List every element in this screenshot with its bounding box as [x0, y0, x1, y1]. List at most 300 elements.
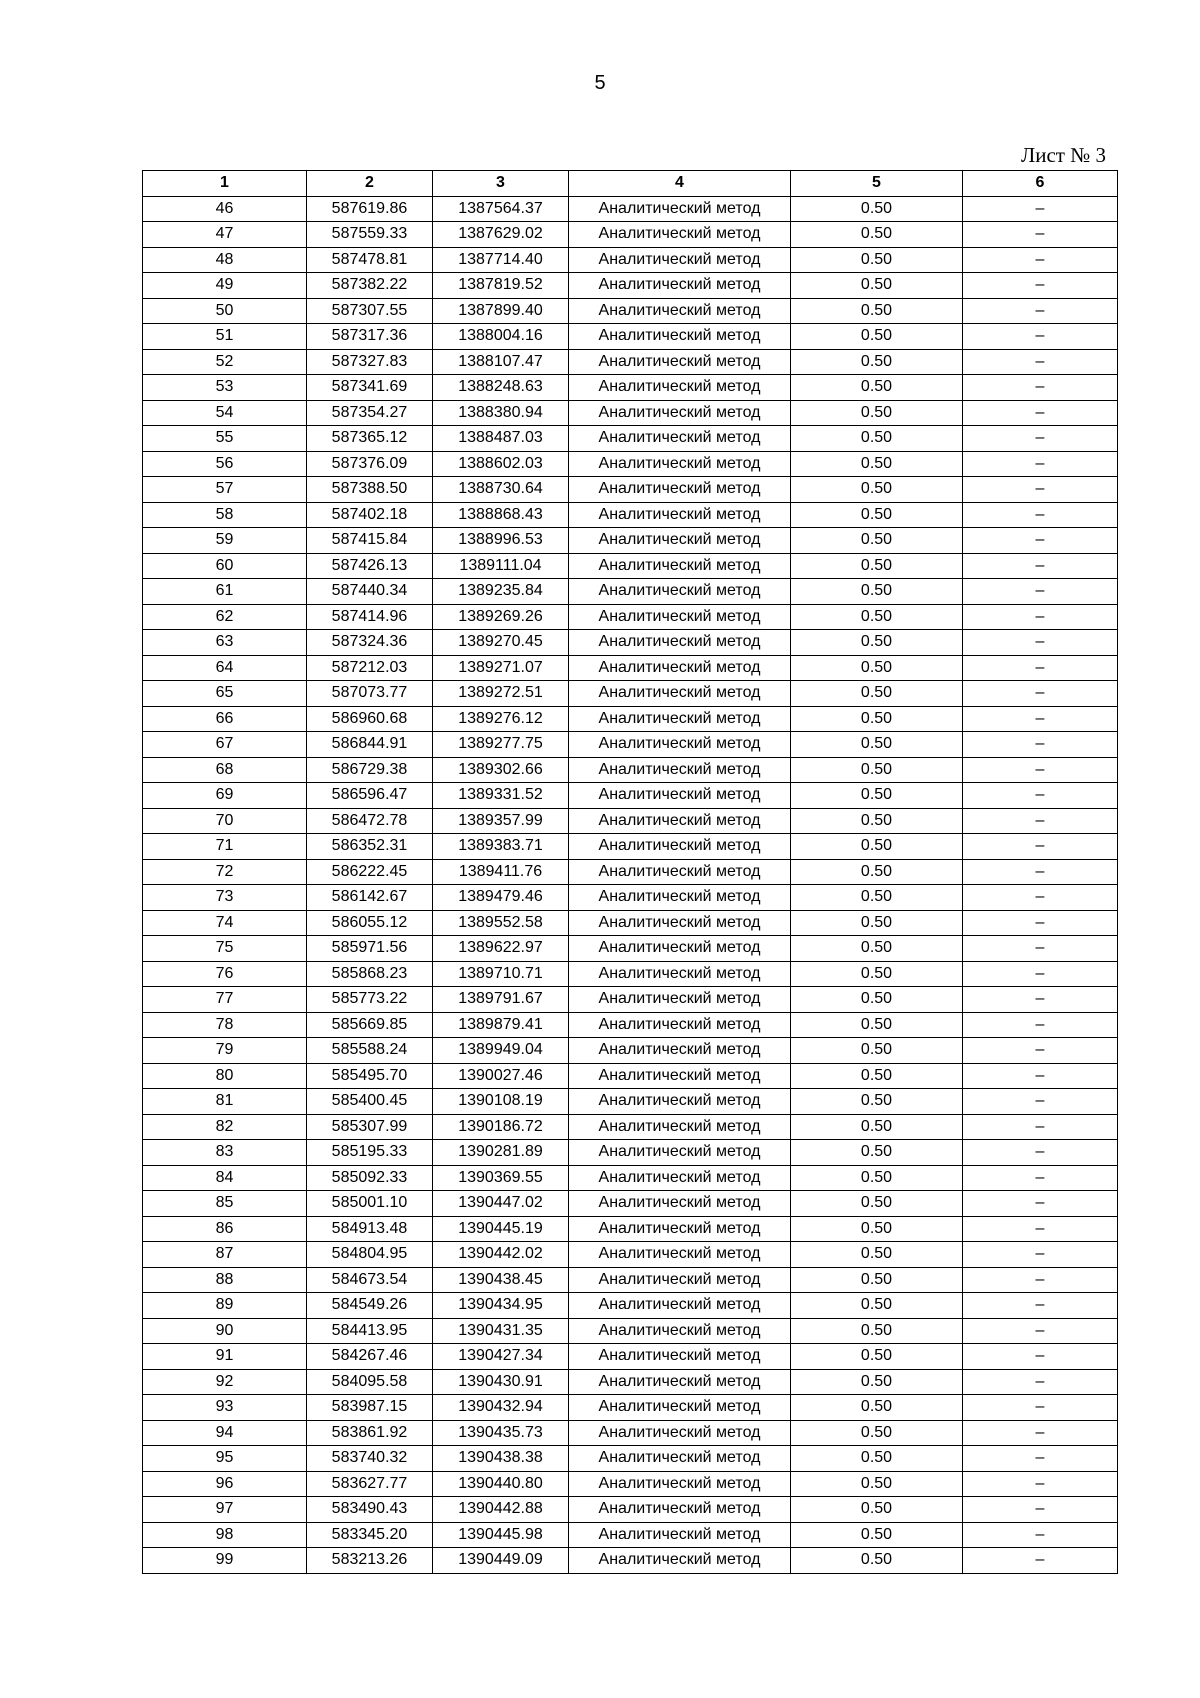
table-cell: 96: [143, 1471, 307, 1497]
table-cell: –: [963, 1140, 1118, 1166]
table-cell: 48: [143, 247, 307, 273]
table-cell: Аналитический метод: [569, 1293, 791, 1319]
table-cell: 583861.92: [307, 1420, 433, 1446]
table-cell: 0.50: [791, 222, 963, 248]
table-cell: 585495.70: [307, 1063, 433, 1089]
table-cell: Аналитический метод: [569, 579, 791, 605]
table-cell: 0.50: [791, 1089, 963, 1115]
table-cell: Аналитический метод: [569, 757, 791, 783]
table-cell: 0.50: [791, 1293, 963, 1319]
table-row: [143, 604, 1118, 630]
table-cell: 587415.84: [307, 528, 433, 554]
table-cell: Аналитический метод: [569, 1216, 791, 1242]
table-cell: 63: [143, 630, 307, 656]
table-row: [143, 1242, 1118, 1268]
table-cell: 585669.85: [307, 1012, 433, 1038]
table-cell: –: [963, 936, 1118, 962]
table-cell: –: [963, 247, 1118, 273]
table-cell: Аналитический метод: [569, 1344, 791, 1370]
table-cell: 586142.67: [307, 885, 433, 911]
table-cell: 0.50: [791, 910, 963, 936]
table-cell: –: [963, 1318, 1118, 1344]
table-cell: –: [963, 273, 1118, 299]
table-cell: 0.50: [791, 834, 963, 860]
table-row: [143, 1420, 1118, 1446]
table-cell: 58: [143, 502, 307, 528]
table-cell: –: [963, 1420, 1118, 1446]
table-cell: 49: [143, 273, 307, 299]
table-cell: 587317.36: [307, 324, 433, 350]
table-body: [143, 196, 1118, 1573]
table-cell: 1389276.12: [433, 706, 569, 732]
table-cell: –: [963, 1012, 1118, 1038]
table-cell: –: [963, 298, 1118, 324]
table-cell: 0.50: [791, 1165, 963, 1191]
table-cell: 1390435.73: [433, 1420, 569, 1446]
table-cell: 586960.68: [307, 706, 433, 732]
table-cell: 1390445.19: [433, 1216, 569, 1242]
table-cell: 1389879.41: [433, 1012, 569, 1038]
table-cell: 0.50: [791, 502, 963, 528]
table-cell: Аналитический метод: [569, 247, 791, 273]
table-row: [143, 196, 1118, 222]
table-cell: 585195.33: [307, 1140, 433, 1166]
table-cell: 65: [143, 681, 307, 707]
table-row: [143, 732, 1118, 758]
table-cell: Аналитический метод: [569, 681, 791, 707]
table-row: [143, 579, 1118, 605]
table-cell: 98: [143, 1522, 307, 1548]
table-cell: Аналитический метод: [569, 1369, 791, 1395]
table-cell: 0.50: [791, 732, 963, 758]
table-row: [143, 936, 1118, 962]
table-cell: 587073.77: [307, 681, 433, 707]
table-cell: 68: [143, 757, 307, 783]
table-cell: –: [963, 1497, 1118, 1523]
table-cell: –: [963, 885, 1118, 911]
table-cell: 587354.27: [307, 400, 433, 426]
table-cell: 1389302.66: [433, 757, 569, 783]
table-cell: 585092.33: [307, 1165, 433, 1191]
table-cell: 1389277.75: [433, 732, 569, 758]
table-cell: 1388996.53: [433, 528, 569, 554]
table-cell: 1390438.38: [433, 1446, 569, 1472]
table-cell: 1387819.52: [433, 273, 569, 299]
table-cell: –: [963, 1242, 1118, 1268]
table-cell: 587402.18: [307, 502, 433, 528]
table-cell: Аналитический метод: [569, 1446, 791, 1472]
table-cell: 54: [143, 400, 307, 426]
table-cell: Аналитический метод: [569, 910, 791, 936]
table-cell: 0.50: [791, 1395, 963, 1421]
table-row: [143, 1267, 1118, 1293]
table-cell: 584804.95: [307, 1242, 433, 1268]
table-cell: –: [963, 400, 1118, 426]
table-cell: 1390431.35: [433, 1318, 569, 1344]
table-cell: 1388107.47: [433, 349, 569, 375]
table-cell: 587341.69: [307, 375, 433, 401]
table-cell: 59: [143, 528, 307, 554]
table-cell: 0.50: [791, 196, 963, 222]
table-cell: 1390438.45: [433, 1267, 569, 1293]
table-cell: 586596.47: [307, 783, 433, 809]
table-cell: 1390430.91: [433, 1369, 569, 1395]
table-cell: –: [963, 1165, 1118, 1191]
table-cell: 66: [143, 706, 307, 732]
table-cell: 81: [143, 1089, 307, 1115]
table-cell: Аналитический метод: [569, 834, 791, 860]
table-cell: 1390427.34: [433, 1344, 569, 1370]
table-cell: 587382.22: [307, 273, 433, 299]
table-cell: 1389791.67: [433, 987, 569, 1013]
table-cell: Аналитический метод: [569, 859, 791, 885]
table-cell: Аналитический метод: [569, 400, 791, 426]
table-row: [143, 1395, 1118, 1421]
table-cell: –: [963, 324, 1118, 350]
table-cell: –: [963, 1038, 1118, 1064]
table-cell: 0.50: [791, 477, 963, 503]
table-cell: 87: [143, 1242, 307, 1268]
table-cell: 583490.43: [307, 1497, 433, 1523]
table-row: [143, 426, 1118, 452]
table-cell: 1389357.99: [433, 808, 569, 834]
table-cell: Аналитический метод: [569, 1497, 791, 1523]
table-cell: Аналитический метод: [569, 706, 791, 732]
table-cell: 0.50: [791, 757, 963, 783]
table-cell: 585773.22: [307, 987, 433, 1013]
table-cell: Аналитический метод: [569, 885, 791, 911]
table-cell: 91: [143, 1344, 307, 1370]
table-cell: 1389235.84: [433, 579, 569, 605]
table-cell: –: [963, 579, 1118, 605]
table-cell: Аналитический метод: [569, 1318, 791, 1344]
table-cell: Аналитический метод: [569, 1012, 791, 1038]
table-cell: 55: [143, 426, 307, 452]
header-cell: 6: [963, 171, 1118, 197]
table-cell: 583213.26: [307, 1548, 433, 1574]
table-cell: 0.50: [791, 451, 963, 477]
table-cell: Аналитический метод: [569, 1089, 791, 1115]
table-cell: 0.50: [791, 783, 963, 809]
table-cell: 0.50: [791, 885, 963, 911]
table-cell: 585400.45: [307, 1089, 433, 1115]
table-cell: Аналитический метод: [569, 324, 791, 350]
table-cell: 0.50: [791, 706, 963, 732]
table-cell: 583345.20: [307, 1522, 433, 1548]
table-cell: 90: [143, 1318, 307, 1344]
table-cell: 1387564.37: [433, 196, 569, 222]
table-cell: –: [963, 196, 1118, 222]
table-cell: 62: [143, 604, 307, 630]
header-cell: 2: [307, 171, 433, 197]
table-cell: 0.50: [791, 1242, 963, 1268]
table-cell: 89: [143, 1293, 307, 1319]
table-cell: 585307.99: [307, 1114, 433, 1140]
table-cell: 1389271.07: [433, 655, 569, 681]
table-cell: Аналитический метод: [569, 1063, 791, 1089]
table-cell: 0.50: [791, 426, 963, 452]
table-cell: Аналитический метод: [569, 426, 791, 452]
table-cell: 0.50: [791, 579, 963, 605]
table-cell: Аналитический метод: [569, 1242, 791, 1268]
table-cell: 0.50: [791, 630, 963, 656]
table-cell: 587365.12: [307, 426, 433, 452]
table-cell: 1390449.09: [433, 1548, 569, 1574]
table-cell: Аналитический метод: [569, 451, 791, 477]
table-row: [143, 1471, 1118, 1497]
table-cell: Аналитический метод: [569, 273, 791, 299]
table-cell: 0.50: [791, 655, 963, 681]
table-cell: –: [963, 1191, 1118, 1217]
table-cell: Аналитический метод: [569, 655, 791, 681]
table-cell: 1389552.58: [433, 910, 569, 936]
table-cell: 1390434.95: [433, 1293, 569, 1319]
coordinates-table: [142, 170, 1118, 1574]
table-cell: 1388248.63: [433, 375, 569, 401]
table-cell: 0.50: [791, 1038, 963, 1064]
table-row: [143, 655, 1118, 681]
table-cell: Аналитический метод: [569, 808, 791, 834]
table-cell: Аналитический метод: [569, 375, 791, 401]
table-row: [143, 757, 1118, 783]
table-cell: 0.50: [791, 604, 963, 630]
table-cell: –: [963, 604, 1118, 630]
table-row: [143, 1216, 1118, 1242]
table-cell: 1390440.80: [433, 1471, 569, 1497]
table-cell: 56: [143, 451, 307, 477]
table-cell: 1389710.71: [433, 961, 569, 987]
table-row: [143, 808, 1118, 834]
table-cell: Аналитический метод: [569, 502, 791, 528]
table-cell: 1388868.43: [433, 502, 569, 528]
table-cell: 0.50: [791, 808, 963, 834]
table-cell: Аналитический метод: [569, 630, 791, 656]
table-cell: –: [963, 477, 1118, 503]
table-cell: –: [963, 553, 1118, 579]
table-cell: Аналитический метод: [569, 349, 791, 375]
table-row: [143, 1191, 1118, 1217]
table-cell: 1388730.64: [433, 477, 569, 503]
table-cell: 1390281.89: [433, 1140, 569, 1166]
table-cell: 1389111.04: [433, 553, 569, 579]
table-row: [143, 1293, 1118, 1319]
table-cell: 0.50: [791, 961, 963, 987]
table-cell: –: [963, 528, 1118, 554]
table-cell: 1388380.94: [433, 400, 569, 426]
table-cell: 0.50: [791, 375, 963, 401]
table-cell: 97: [143, 1497, 307, 1523]
table-row: [143, 324, 1118, 350]
table-cell: 93: [143, 1395, 307, 1421]
table-cell: 1390447.02: [433, 1191, 569, 1217]
table-cell: –: [963, 961, 1118, 987]
table-cell: 585971.56: [307, 936, 433, 962]
table-cell: 1387629.02: [433, 222, 569, 248]
header-cell: 5: [791, 171, 963, 197]
table-cell: 1390445.98: [433, 1522, 569, 1548]
table-cell: 585001.10: [307, 1191, 433, 1217]
table-cell: –: [963, 783, 1118, 809]
table-row: [143, 1114, 1118, 1140]
header-cell: 4: [569, 171, 791, 197]
table-row: [143, 349, 1118, 375]
table-cell: –: [963, 987, 1118, 1013]
table-cell: –: [963, 834, 1118, 860]
table-row: [143, 273, 1118, 299]
page-number: 5: [594, 72, 606, 94]
table-cell: 0.50: [791, 553, 963, 579]
table-row: [143, 1548, 1118, 1574]
table-cell: 0.50: [791, 400, 963, 426]
table-cell: Аналитический метод: [569, 477, 791, 503]
table-cell: 1389383.71: [433, 834, 569, 860]
table-cell: Аналитический метод: [569, 987, 791, 1013]
table-cell: –: [963, 1446, 1118, 1472]
table-cell: –: [963, 1344, 1118, 1370]
table-row: [143, 502, 1118, 528]
table-cell: 52: [143, 349, 307, 375]
table-cell: 99: [143, 1548, 307, 1574]
table-row: [143, 1446, 1118, 1472]
table-cell: Аналитический метод: [569, 732, 791, 758]
table-row: [143, 1063, 1118, 1089]
table-cell: 1389270.45: [433, 630, 569, 656]
table-cell: Аналитический метод: [569, 936, 791, 962]
table-cell: –: [963, 757, 1118, 783]
table-cell: 587327.83: [307, 349, 433, 375]
table-row: [143, 885, 1118, 911]
table-cell: –: [963, 1395, 1118, 1421]
table-cell: Аналитический метод: [569, 1114, 791, 1140]
table-cell: 587440.34: [307, 579, 433, 605]
table-row: [143, 528, 1118, 554]
table-cell: 586222.45: [307, 859, 433, 885]
table-cell: –: [963, 1522, 1118, 1548]
table-row: [143, 1089, 1118, 1115]
table-cell: 67: [143, 732, 307, 758]
table-row: [143, 375, 1118, 401]
table-cell: 587559.33: [307, 222, 433, 248]
table-cell: 70: [143, 808, 307, 834]
table-cell: Аналитический метод: [569, 1165, 791, 1191]
table-cell: –: [963, 502, 1118, 528]
table-cell: 82: [143, 1114, 307, 1140]
table-cell: 584413.95: [307, 1318, 433, 1344]
table-row: [143, 1165, 1118, 1191]
table-cell: 0.50: [791, 1216, 963, 1242]
table-cell: 64: [143, 655, 307, 681]
table-row: [143, 477, 1118, 503]
table-cell: 88: [143, 1267, 307, 1293]
table-cell: Аналитический метод: [569, 961, 791, 987]
table-cell: –: [963, 1293, 1118, 1319]
table-cell: 1389272.51: [433, 681, 569, 707]
table-cell: –: [963, 1471, 1118, 1497]
table-cell: 586472.78: [307, 808, 433, 834]
table-row: [143, 961, 1118, 987]
table-cell: 83: [143, 1140, 307, 1166]
table-cell: –: [963, 349, 1118, 375]
table-cell: 587426.13: [307, 553, 433, 579]
table-cell: –: [963, 630, 1118, 656]
table-cell: 0.50: [791, 1471, 963, 1497]
table-cell: Аналитический метод: [569, 783, 791, 809]
table-cell: 84: [143, 1165, 307, 1191]
table-row: [143, 1497, 1118, 1523]
table-cell: 0.50: [791, 273, 963, 299]
table-cell: 92: [143, 1369, 307, 1395]
table-row: [143, 222, 1118, 248]
table-row: [143, 553, 1118, 579]
table-cell: Аналитический метод: [569, 1395, 791, 1421]
table-cell: 0.50: [791, 1140, 963, 1166]
table-cell: 1390186.72: [433, 1114, 569, 1140]
table-cell: 0.50: [791, 324, 963, 350]
table-cell: 0.50: [791, 1267, 963, 1293]
table-row: [143, 859, 1118, 885]
table-cell: 586844.91: [307, 732, 433, 758]
table-cell: 583987.15: [307, 1395, 433, 1421]
table-row: [143, 1318, 1118, 1344]
table-cell: 0.50: [791, 681, 963, 707]
table-cell: 76: [143, 961, 307, 987]
table-row: [143, 630, 1118, 656]
sheet-label: Лист № 3: [1020, 143, 1106, 167]
table-cell: 86: [143, 1216, 307, 1242]
table-cell: –: [963, 655, 1118, 681]
table-cell: –: [963, 451, 1118, 477]
table-cell: 0.50: [791, 1497, 963, 1523]
table-cell: Аналитический метод: [569, 1471, 791, 1497]
table-cell: 1389949.04: [433, 1038, 569, 1064]
table-cell: –: [963, 1548, 1118, 1574]
table-cell: Аналитический метод: [569, 604, 791, 630]
table-cell: 73: [143, 885, 307, 911]
table-cell: 1388487.03: [433, 426, 569, 452]
table-cell: –: [963, 1089, 1118, 1115]
table-cell: Аналитический метод: [569, 1267, 791, 1293]
table-cell: 95: [143, 1446, 307, 1472]
table-row: [143, 1344, 1118, 1370]
table-cell: –: [963, 1063, 1118, 1089]
table-cell: 584549.26: [307, 1293, 433, 1319]
table-cell: 1390442.88: [433, 1497, 569, 1523]
table-cell: 1389411.76: [433, 859, 569, 885]
table-cell: 0.50: [791, 1522, 963, 1548]
table-cell: 0.50: [791, 1063, 963, 1089]
table-row: [143, 706, 1118, 732]
table-cell: 583740.32: [307, 1446, 433, 1472]
table-row: [143, 834, 1118, 860]
table-row: [143, 400, 1118, 426]
table-cell: 1389331.52: [433, 783, 569, 809]
table-cell: 53: [143, 375, 307, 401]
table-cell: Аналитический метод: [569, 1420, 791, 1446]
table-cell: 587414.96: [307, 604, 433, 630]
table-cell: –: [963, 859, 1118, 885]
table-row: [143, 247, 1118, 273]
header-cell: 1: [143, 171, 307, 197]
table-cell: 585588.24: [307, 1038, 433, 1064]
table-cell: Аналитический метод: [569, 1038, 791, 1064]
table-cell: 75: [143, 936, 307, 962]
table-cell: 0.50: [791, 1191, 963, 1217]
table-cell: 74: [143, 910, 307, 936]
table-cell: 0.50: [791, 247, 963, 273]
header-row: [143, 171, 1118, 197]
table-cell: 71: [143, 834, 307, 860]
table-cell: 0.50: [791, 859, 963, 885]
